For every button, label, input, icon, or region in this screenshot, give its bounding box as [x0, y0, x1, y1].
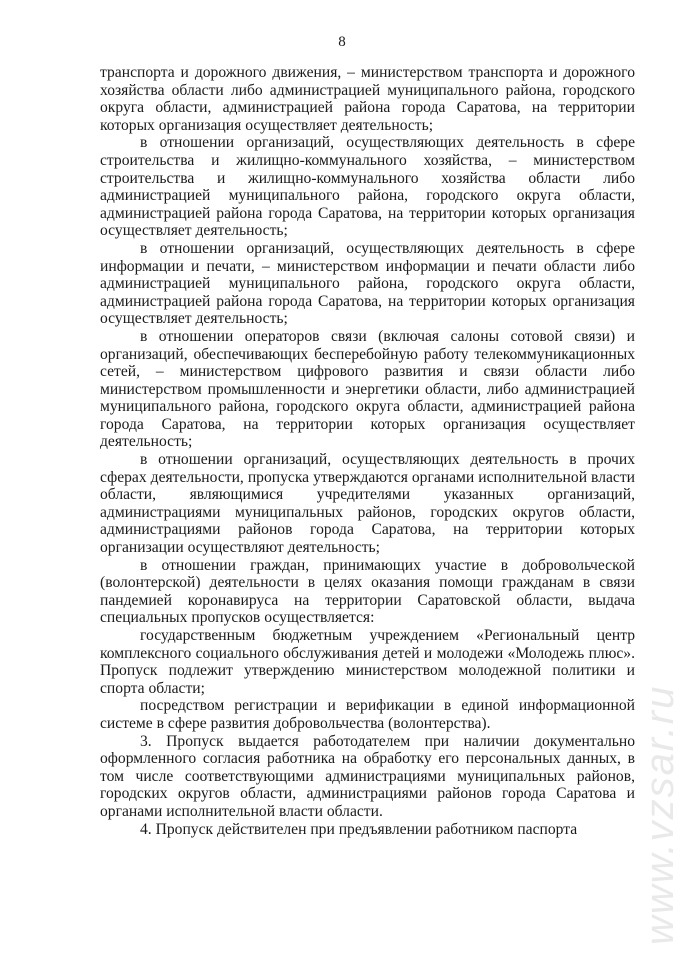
paragraph-6: в отношении граждан, принимающих участие в добровольческой (волонтерской) деятельности в целях оказания помощи гражданам в связи пандемией коронавируса на территории Саратовской области, выдача специальных пропусков осуществляется:	[100, 556, 635, 627]
paragraph-4: в отношении операторов связи (включая салоны сотовой связи) и организаций, обеспечивающих бесперебойную работу телекоммуникационных сетей, – министерством цифрового развития и связи области либо министерством промышленности и энергетики области, либо администрацией муниципального района, городского округа области, администрацией района города Саратова, на территории которых организация осуществляет деятельность;	[100, 327, 635, 451]
page-number: 8	[338, 34, 346, 50]
paragraph-5: в отношении организаций, осуществляющих деятельность в прочих сферах деятельности, пропуска утверждаются органами исполнительной власти области, являющимися учредителями указанных организаций, администрациями муниципальных районов, городских округов области, администрациями районов города Саратова, на территории которых организации осуществляют деятельность;	[100, 451, 635, 557]
paragraph-8: посредством регистрации и верификации в единой информационной системе в сфере развития добровольчества (волонтерства).	[100, 697, 635, 732]
paragraph-7: государственным бюджетным учреждением «Региональный центр комплексного социального обслуживания детей и молодежи «Молодежь плюс». Пропуск подлежит утверждению министерством молодежной политики и спорта области;	[100, 627, 635, 697]
paragraph-1: транспорта и дорожного движения, – министерством транспорта и дорожного хозяйства области либо администрацией муниципального района, городского округа области, администрацией района города Саратова, на территории которых организация осуществляет деятельность;	[100, 64, 635, 134]
document-body	[100, 64, 635, 838]
site-watermark: www.vzsar.ru	[638, 684, 682, 945]
paragraph-10: 4. Пропуск действителен при предъявлении работником паспорта	[140, 820, 578, 838]
paragraph-3: в отношении организаций, осуществляющих деятельность в сфере информации и печати, – министерством информации и печати области либо администрацией муниципального района, городского округа области, администрацией района города Саратова, на территории которых организация осуществляет деятельность;	[100, 239, 635, 328]
paragraph-2: в отношении организаций, осуществляющих деятельность в сфере строительства и жилищно-коммунального хозяйства, – министерством строительства и жилищно-коммунального хозяйства области либо администрацией муниципального района, городского округа области, администрацией района города Саратова, на территории которых организация осуществляет деятельность;	[100, 134, 635, 240]
paragraph-9: 3. Пропуск выдается работодателем при наличии документально оформленного согласия работника на обработку его персональных данных, в том числе соответствующими администрациями муниципальных районов, городских округов области, администрациями районов города Саратова и органами исполнительной власти области.	[100, 732, 635, 820]
